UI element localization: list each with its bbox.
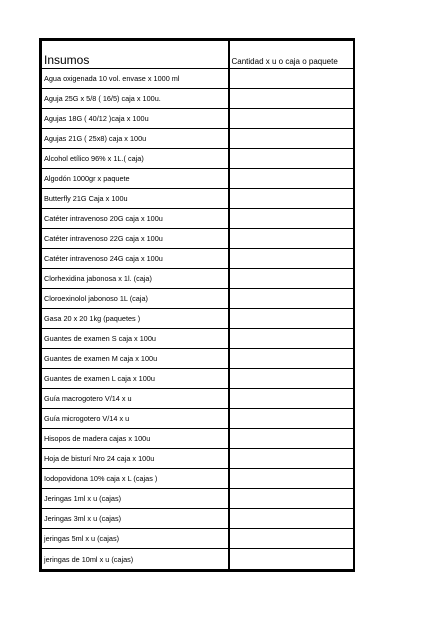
supply-name-cell[interactable]: Guía macrogotero V/14 x u <box>42 389 229 409</box>
table-row <box>42 229 354 249</box>
supplies-table <box>41 40 354 570</box>
quantity-cell[interactable] <box>229 269 354 289</box>
supply-name-cell[interactable]: Hisopos de madera cajas x 100u <box>42 429 229 449</box>
table-row <box>42 489 354 509</box>
supply-name-cell[interactable]: jeringas 5ml x u (cajas) <box>42 529 229 549</box>
quantity-cell[interactable] <box>229 129 354 149</box>
header-row <box>42 41 354 69</box>
supply-name-cell[interactable]: Algodón 1000gr x paquete <box>42 169 229 189</box>
quantity-cell[interactable] <box>229 509 354 529</box>
header-cantidad[interactable]: Cantidad x u o caja o paquete <box>229 41 354 69</box>
table-row <box>42 409 354 429</box>
quantity-cell[interactable] <box>229 169 354 189</box>
quantity-cell[interactable] <box>229 209 354 229</box>
table-row <box>42 549 354 570</box>
table-row <box>42 189 354 209</box>
supply-name-cell[interactable]: Jeringas 1ml x u (cajas) <box>42 489 229 509</box>
table-row <box>42 69 354 89</box>
supplies-body <box>42 69 354 570</box>
quantity-cell[interactable] <box>229 549 354 570</box>
quantity-cell[interactable] <box>229 229 354 249</box>
quantity-cell[interactable] <box>229 189 354 209</box>
supply-name-cell[interactable]: Hoja de bisturí Nro 24 caja x 100u <box>42 449 229 469</box>
supply-name-cell[interactable]: Agua oxigenada 10 vol. envase x 1000 ml <box>42 69 229 89</box>
quantity-cell[interactable] <box>229 289 354 309</box>
quantity-cell[interactable] <box>229 69 354 89</box>
supply-name-cell[interactable]: Guantes de examen M caja x 100u <box>42 349 229 369</box>
quantity-cell[interactable] <box>229 489 354 509</box>
table-row <box>42 529 354 549</box>
supply-name-cell[interactable]: Guantes de examen L caja x 100u <box>42 369 229 389</box>
quantity-cell[interactable] <box>229 349 354 369</box>
table-row <box>42 389 354 409</box>
supply-name-cell[interactable]: Agujas 18G ( 40/12 )caja x 100u <box>42 109 229 129</box>
quantity-cell[interactable] <box>229 529 354 549</box>
supply-name-cell[interactable]: Catéter intravenoso 24G caja x 100u <box>42 249 229 269</box>
table-row <box>42 329 354 349</box>
quantity-cell[interactable] <box>229 469 354 489</box>
quantity-cell[interactable] <box>229 429 354 449</box>
supply-name-cell[interactable]: Clorhexidina jabonosa x 1l. (caja) <box>42 269 229 289</box>
supplies-sheet <box>39 38 355 572</box>
table-row <box>42 169 354 189</box>
header-insumos[interactable]: Insumos <box>42 41 229 69</box>
supply-name-cell[interactable]: Aguja 25G x 5/8 ( 16/5) caja x 100u. <box>42 89 229 109</box>
table-row <box>42 509 354 529</box>
table-row <box>42 289 354 309</box>
quantity-cell[interactable] <box>229 249 354 269</box>
quantity-cell[interactable] <box>229 409 354 429</box>
table-row <box>42 429 354 449</box>
table-row <box>42 269 354 289</box>
quantity-cell[interactable] <box>229 149 354 169</box>
table-row <box>42 369 354 389</box>
supply-name-cell[interactable]: Agujas 21G ( 25x8) caja x 100u <box>42 129 229 149</box>
quantity-cell[interactable] <box>229 449 354 469</box>
table-row <box>42 449 354 469</box>
table-row <box>42 89 354 109</box>
quantity-cell[interactable] <box>229 89 354 109</box>
supply-name-cell[interactable]: Jeringas 3ml x u (cajas) <box>42 509 229 529</box>
supply-name-cell[interactable]: Guantes de examen S caja x 100u <box>42 329 229 349</box>
supply-name-cell[interactable]: Guía microgotero V/14 x u <box>42 409 229 429</box>
quantity-cell[interactable] <box>229 109 354 129</box>
table-row <box>42 249 354 269</box>
table-row <box>42 149 354 169</box>
supply-name-cell[interactable]: Cloroexinolol jabonoso 1L (caja) <box>42 289 229 309</box>
table-row <box>42 469 354 489</box>
quantity-cell[interactable] <box>229 309 354 329</box>
table-row <box>42 209 354 229</box>
table-row <box>42 309 354 329</box>
quantity-cell[interactable] <box>229 329 354 349</box>
supply-name-cell[interactable]: Catéter intravenoso 20G caja x 100u <box>42 209 229 229</box>
supply-name-cell[interactable]: Iodopovidona 10% caja x L (cajas ) <box>42 469 229 489</box>
supply-name-cell[interactable]: Catéter intravenoso 22G caja x 100u <box>42 229 229 249</box>
supply-name-cell[interactable]: Butterfly 21G Caja x 100u <box>42 189 229 209</box>
supply-name-cell[interactable]: Gasa 20 x 20 1kg (paquetes ) <box>42 309 229 329</box>
quantity-cell[interactable] <box>229 389 354 409</box>
quantity-cell[interactable] <box>229 369 354 389</box>
table-row <box>42 109 354 129</box>
table-row <box>42 129 354 149</box>
supply-name-cell[interactable]: jeringas de 10ml x u (cajas) <box>42 549 229 570</box>
table-row <box>42 349 354 369</box>
supply-name-cell[interactable]: Alcohol etílico 96% x 1L.( caja) <box>42 149 229 169</box>
